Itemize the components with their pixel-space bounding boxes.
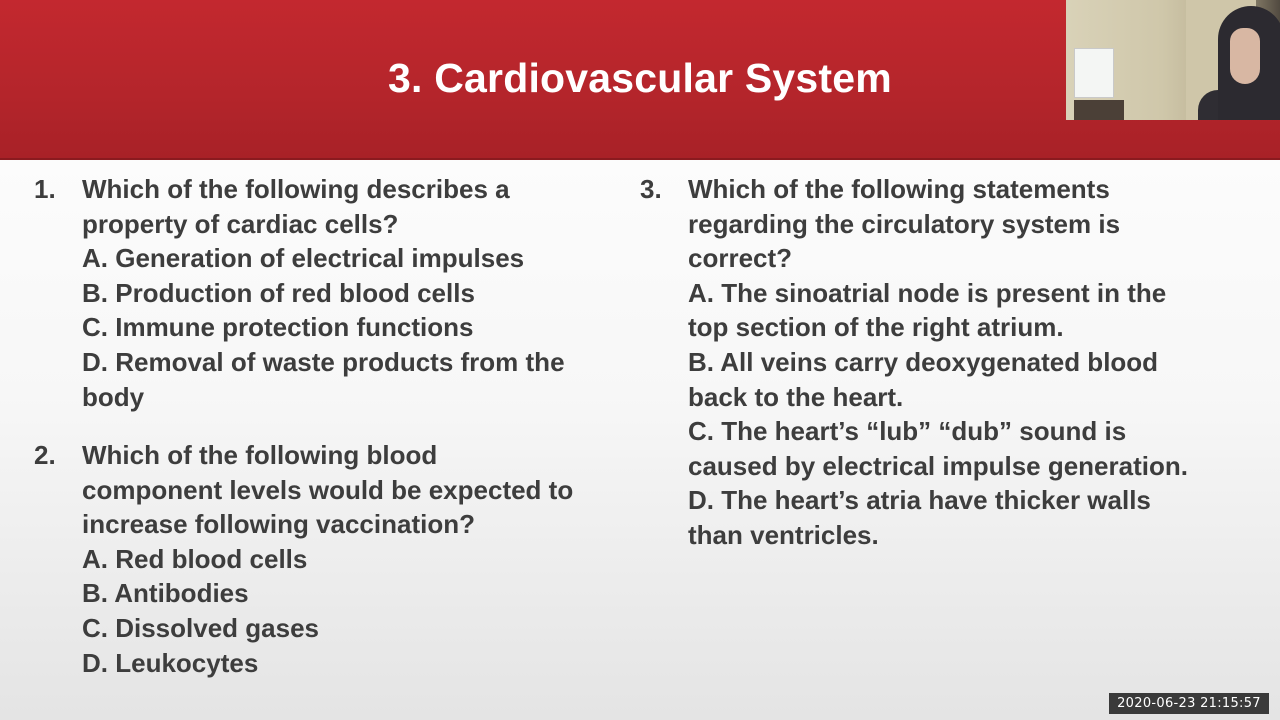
answer-option-b: B. All veins carry deoxygenated blood [688,346,1159,377]
answer-option-b: B. Production of red blood cells [82,277,475,308]
answer-option-a: A. The sinoatrial node is present in the [688,277,1167,308]
answer-option-c: C. Immune protection functions [82,312,474,343]
question-line: correct? [688,243,793,274]
answer-option-d: D. Leukocytes [82,647,259,678]
question-line: Which of the following describes a [82,174,510,204]
webcam-background-object [1074,100,1124,120]
question-text [82,438,573,680]
question-number: 2. [34,440,56,470]
answer-option-b-continued: back to the heart. [688,381,904,412]
slide-title: 3. Cardiovascular System [388,55,892,101]
answer-option-b: B. Antibodies [82,578,249,609]
answer-option-d-continued: than ventricles. [688,519,879,550]
question-line: Which of the following blood [82,440,438,470]
answer-option-c-continued: caused by electrical impulse generation. [688,450,1188,481]
answer-option-d: D. Removal of waste products from the [82,346,565,377]
question-line: component levels would be expected to [82,474,574,505]
question-text [82,172,565,414]
answer-option-c: C. Dissolved gases [82,612,319,643]
question-2 [34,438,634,683]
question-line: increase following vaccination? [82,509,475,540]
recording-timestamp: 2020-06-23 21:15:57 [1109,693,1269,714]
question-number: 3. [640,174,662,204]
answer-option-d-continued: body [82,381,145,412]
presenter-webcam-video [1066,0,1280,120]
question-1 [34,172,634,417]
question-number: 1. [34,174,56,204]
presenter-face [1230,28,1260,84]
question-3 [640,172,1260,557]
answer-option-c: C. The heart’s “lub” “dub” sound is [688,416,1127,447]
question-line: regarding the circulatory system is [688,208,1121,239]
answer-option-a: A. Generation of electrical impulses [82,243,525,274]
answer-option-d: D. The heart’s atria have thicker walls [688,485,1151,516]
question-text [688,172,1188,553]
question-line: Which of the following statements [688,174,1110,204]
answer-option-a: A. Red blood cells [82,543,308,574]
answer-option-a-continued: top section of the right atrium. [688,312,1064,343]
question-line: property of cardiac cells? [82,208,399,239]
webcam-background-window [1074,48,1114,98]
